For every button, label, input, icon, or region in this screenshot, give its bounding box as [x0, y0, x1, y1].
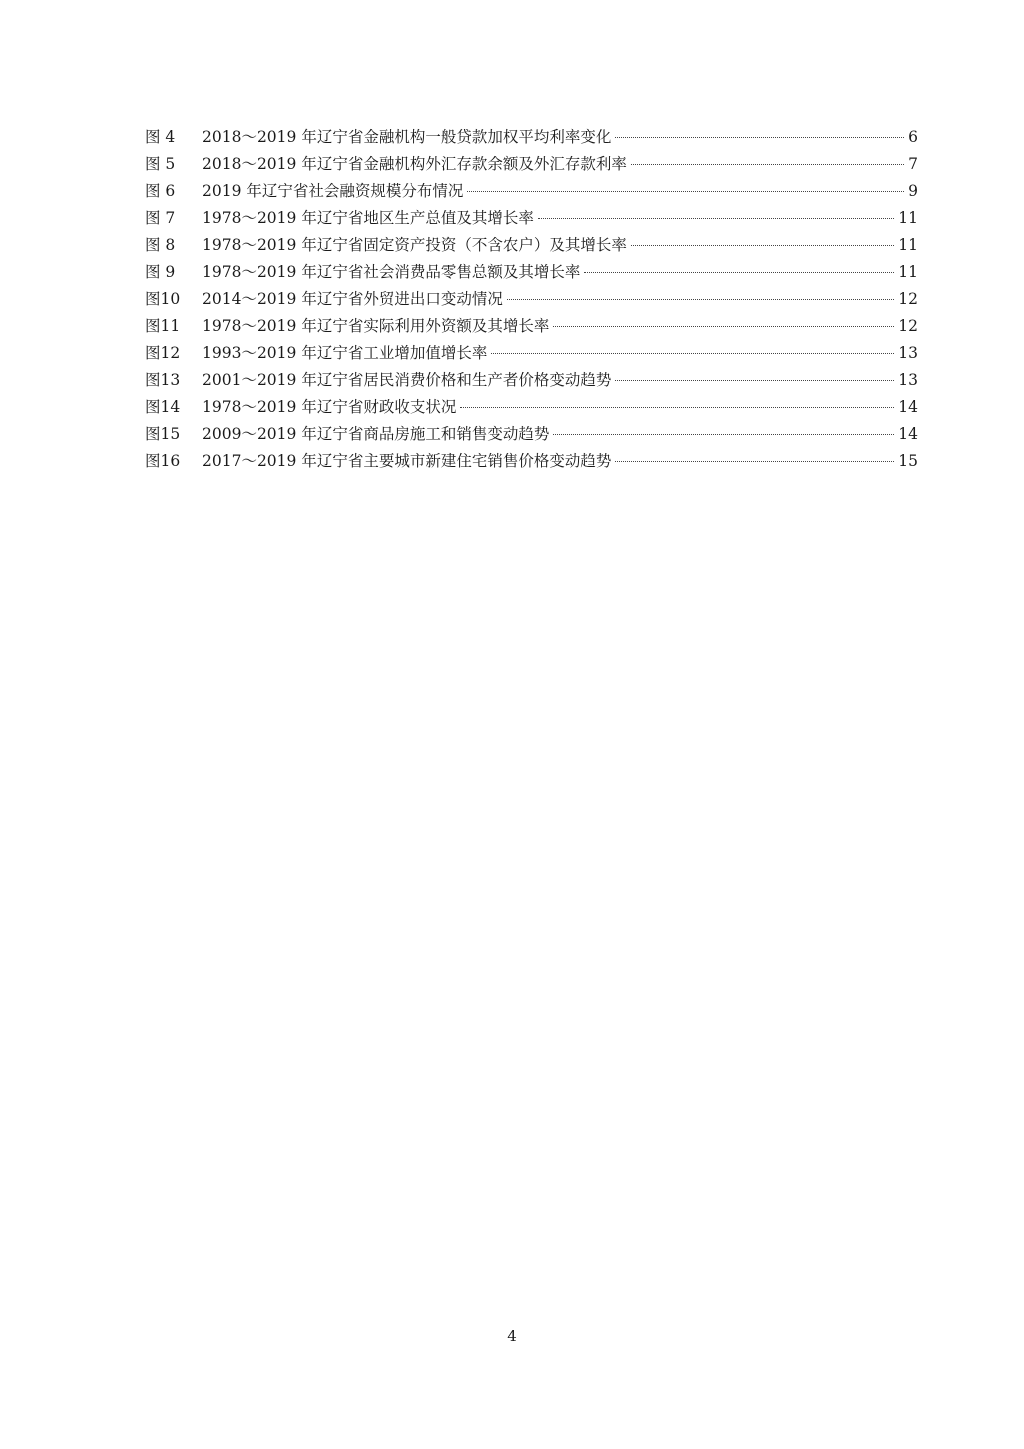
toc-entry[interactable]: [145, 178, 918, 205]
page-reference: 11: [898, 209, 918, 227]
figure-title: 2009～2019 年辽宁省商品房施工和销售变动趋势: [202, 425, 550, 443]
dot-leader: [615, 380, 894, 381]
figure-label: 图 7: [145, 209, 176, 227]
figure-label: 图 4: [145, 128, 176, 146]
figure-title: 1978～2019 年辽宁省实际利用外资额及其增长率: [202, 317, 550, 335]
figure-label: 图16: [145, 452, 181, 470]
figure-label: 图 9: [145, 263, 176, 281]
page-reference: 14: [898, 398, 918, 416]
toc-entry[interactable]: [145, 205, 918, 232]
toc-entry[interactable]: [145, 313, 918, 340]
page-reference: 12: [898, 317, 918, 335]
figure-label: 图12: [145, 344, 181, 362]
figure-title: 2001～2019 年辽宁省居民消费价格和生产者价格变动趋势: [202, 371, 612, 389]
toc-entry[interactable]: [145, 421, 918, 448]
figure-label: 图10: [145, 290, 181, 308]
figure-title: 2019 年辽宁省社会融资规模分布情况: [202, 182, 464, 200]
page-reference: 14: [898, 425, 918, 443]
page-reference: 11: [898, 263, 918, 281]
dot-leader: [538, 218, 894, 219]
toc-entry[interactable]: [145, 448, 918, 475]
dot-leader: [507, 299, 894, 300]
figure-title: 2018～2019 年辽宁省金融机构一般贷款加权平均利率变化: [202, 128, 612, 146]
figure-label: 图 5: [145, 155, 176, 173]
page-reference: 7: [908, 155, 918, 173]
figure-label: 图 8: [145, 236, 176, 254]
page-reference: 12: [898, 290, 918, 308]
dot-leader: [467, 191, 904, 192]
figure-label: 图14: [145, 398, 181, 416]
toc-entry[interactable]: [145, 259, 918, 286]
dot-leader: [491, 353, 894, 354]
figure-label: 图11: [145, 317, 181, 335]
figure-label: 图13: [145, 371, 181, 389]
dot-leader: [553, 326, 894, 327]
figure-title: 1978～2019 年辽宁省固定资产投资（不含农户）及其增长率: [202, 236, 627, 254]
dot-leader: [460, 407, 894, 408]
figure-title: 2018～2019 年辽宁省金融机构外汇存款余额及外汇存款利率: [202, 155, 627, 173]
dot-leader: [615, 137, 904, 138]
dot-leader: [615, 461, 894, 462]
figure-title: 2014～2019 年辽宁省外贸进出口变动情况: [202, 290, 503, 308]
toc-entry[interactable]: [145, 124, 918, 151]
dot-leader: [631, 164, 904, 165]
toc-entry[interactable]: [145, 340, 918, 367]
page-number: 4: [507, 1327, 517, 1345]
dot-leader: [631, 245, 894, 246]
page-reference: 6: [908, 128, 918, 146]
figure-title: 1993～2019 年辽宁省工业增加值增长率: [202, 344, 488, 362]
toc-entry[interactable]: [145, 394, 918, 421]
dot-leader: [584, 272, 894, 273]
figure-title: 1978～2019 年辽宁省社会消费品零售总额及其增长率: [202, 263, 581, 281]
page-reference: 13: [898, 344, 918, 362]
page-reference: 9: [908, 182, 918, 200]
figure-title: 2017～2019 年辽宁省主要城市新建住宅销售价格变动趋势: [202, 452, 612, 470]
toc-entry[interactable]: [145, 286, 918, 313]
toc-entry[interactable]: [145, 151, 918, 178]
toc-entry[interactable]: [145, 367, 918, 394]
page-reference: 13: [898, 371, 918, 389]
dot-leader: [553, 434, 894, 435]
figure-title: 1978～2019 年辽宁省地区生产总值及其增长率: [202, 209, 534, 227]
figure-label: 图15: [145, 425, 181, 443]
page-reference: 15: [898, 452, 918, 470]
page-reference: 11: [898, 236, 918, 254]
figure-label: 图 6: [145, 182, 176, 200]
figure-list: [145, 124, 918, 475]
toc-entry[interactable]: [145, 232, 918, 259]
figure-title: 1978～2019 年辽宁省财政收支状况: [202, 398, 457, 416]
